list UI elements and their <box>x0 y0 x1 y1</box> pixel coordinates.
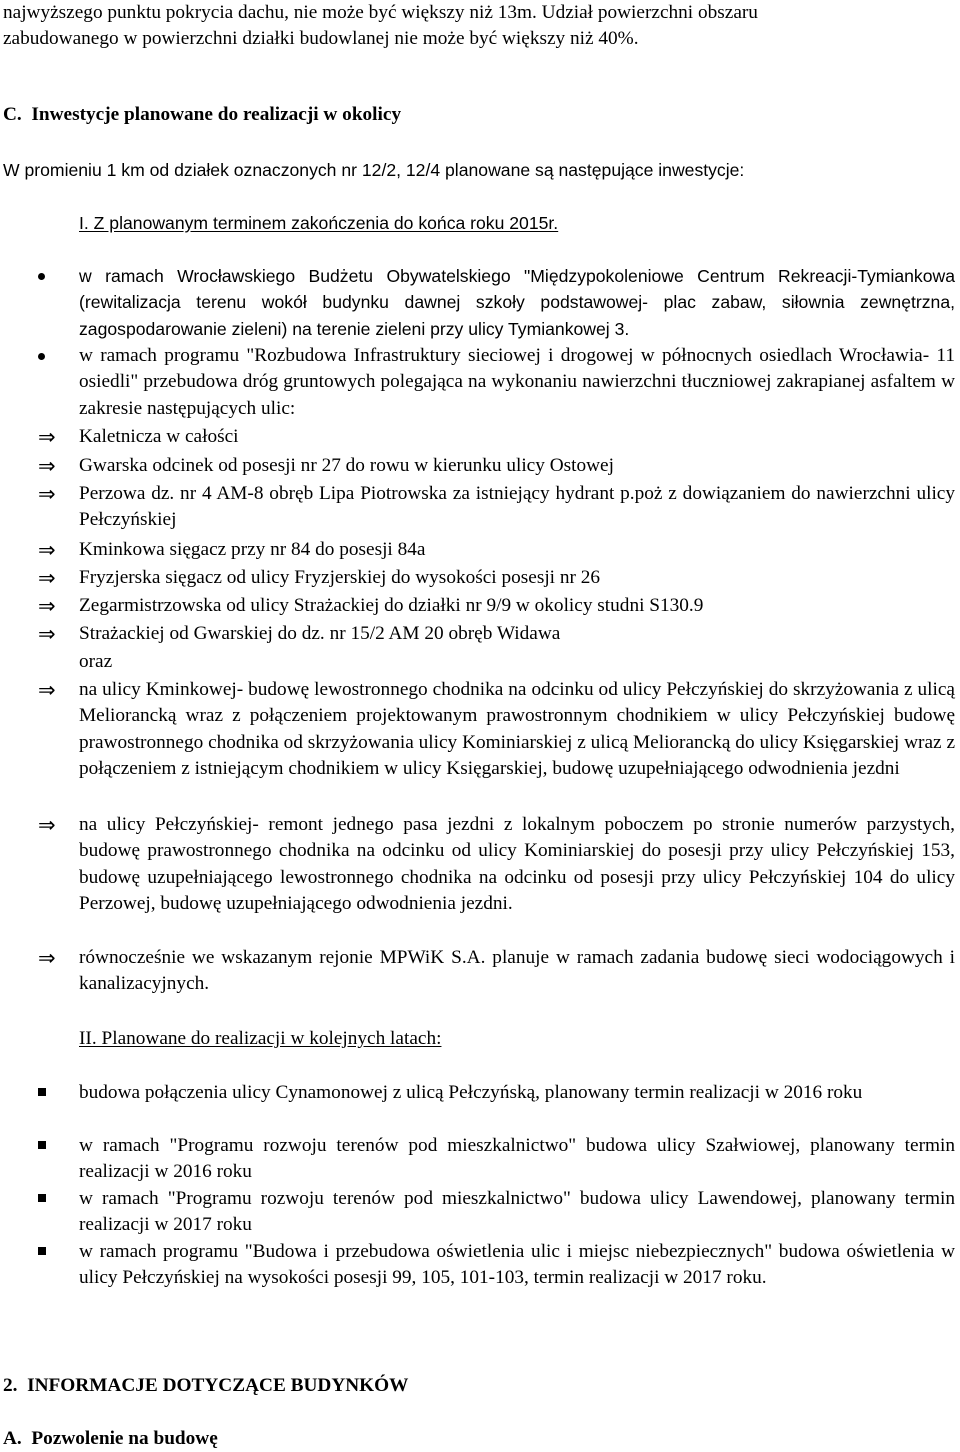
list-item-text: na ulicy Kminkowej- budowę lewostronnego chodnika na odcinku od ulicy Pełczyńskiej do skrzyżowania z ulicą Meliorancką wraz z połączeniem projektowanym prawostronnym chodnikiem w ulicy Pełczyńskiej budowę prawostronnego chodnika od skrzyżowania ulicy Kominiarskiej z ulicą Meliorancką do ulicy Księgarskiej wraz z połączeniem z istniejącym chodnikiem w ulicy Księgarskiej, budowę uzupełniającego odwodnienia jezdni <box>79 679 955 780</box>
bullet-dot-icon <box>38 273 45 280</box>
double-arrow-right-icon: ⇒ <box>38 813 56 837</box>
section-c-lead: W promieniu 1 km od działek oznaczonych nr 12/2, 12/4 planowane są następujące inwestycje: <box>3 160 745 180</box>
list-item-text: budowa połączenia ulicy Cynamonowej z ulicą Pełczyńską, planowany termin realizacji w 2016 roku <box>79 1082 863 1103</box>
list-item-text: Strażackiej od Gwarskiej do dz. nr 15/2 AM 20 obręb Widawa <box>79 623 561 644</box>
double-arrow-right-icon: ⇒ <box>38 425 56 449</box>
list-item-text: Perzowa dz. nr 4 AM-8 obręb Lipa Piotrowska za istniejący hydrant p.poż z dowiązaniem do nawierzchni ulicy Pełczyńskiej <box>79 483 955 531</box>
intro-line-2: zabudowanego w powierzchni działki budowlanej nie może być większy niż 40%. <box>3 28 639 49</box>
square-bullet-icon <box>38 1194 46 1202</box>
subsection-ii-text: II. Planowane do realizacji w kolejnych latach: <box>79 1028 442 1049</box>
section-c-heading: C. Inwestycje planowane do realizacji w okolicy <box>3 104 402 125</box>
bullet-dot-icon <box>38 353 45 360</box>
double-arrow-right-icon: ⇒ <box>38 538 56 562</box>
double-arrow-right-icon: ⇒ <box>38 566 56 590</box>
list-item-text: na ulicy Pełczyńskiej- remont jednego pasa jezdni z lokalnym poboczem po stronie numerów parzystych, budowę prawostronnego chodnika na odcinku od ulicy Kominiarskiej do posesji przy ulicy Pełczyńskiej 153, budowę uzupełniającego lewostronnego chodnika na odcinku od posesji przy ulicy Pełczyńskiej 104 do ulicy Perzowej, budowę uzupełniającego odwodnienia jezdni. <box>79 814 955 915</box>
list-item-text: w ramach "Programu rozwoju terenów pod mieszkalnictwo" budowa ulicy Szałwiowej, planowany termin realizacji w 2016 roku <box>79 1135 955 1183</box>
list-item-text: równocześnie we wskazanym rejonie MPWiK S.A. planuje w ramach zadania budowę sieci wodociągowych i kanalizacyjnych. <box>79 947 955 995</box>
square-bullet-icon <box>38 1247 46 1255</box>
list-item-text: Gwarska odcinek od posesji nr 27 do rowu w kierunku ulicy Ostowej <box>79 455 614 476</box>
section-2-heading: 2. INFORMACJE DOTYCZĄCE BUDYNKÓW <box>3 1375 409 1396</box>
double-arrow-right-icon: ⇒ <box>38 482 56 506</box>
intro-line-1: najwyższego punktu pokrycia dachu, nie może być większy niż 13m. Udział powierzchni obszaru <box>3 2 758 23</box>
subsection-ii-heading <box>79 1026 879 1052</box>
list-item-text: w ramach programu "Budowa i przebudowa oświetlenia ulic i miejsc niebezpiecznych" budowa oświetlenia w ulicy Pełczyńskiej na wysokości posesji 99, 105, 101-103, termin realizacji w 2017 roku. <box>79 1241 955 1289</box>
double-arrow-right-icon: ⇒ <box>38 454 56 478</box>
list-item-text: Fryzjerska sięgacz od ulicy Fryzjerskiej do wysokości posesji nr 26 <box>79 567 601 588</box>
double-arrow-right-icon: ⇒ <box>38 678 56 702</box>
square-bullet-icon <box>38 1088 46 1096</box>
list-item-text: Kminkowa sięgacz przy nr 84 do posesji 84a <box>79 539 426 560</box>
double-arrow-right-icon: ⇒ <box>38 594 56 618</box>
list-item-text: w ramach programu "Rozbudowa Infrastruktury sieciowej i drogowej w północnych osiedlach Wrocławia- 11 osiedli" przebudowa dróg gruntowych polegająca na wykonaniu nawierzchni tłuczniowej zakrapianej asfaltem w zakresie następujących ulic: <box>79 345 955 419</box>
list-item-text: Kaletnicza w całości <box>79 426 239 447</box>
list-item-text: Zegarmistrzowska od ulicy Strażackiej do działki nr 9/9 w okolicy studni S130.9 <box>79 595 704 616</box>
double-arrow-right-icon: ⇒ <box>38 622 56 646</box>
double-arrow-right-icon: ⇒ <box>38 946 56 970</box>
list-item-text: w ramach Wrocławskiego Budżetu Obywatelskiego "Międzypokoleniowe Centrum Rekreacji-Tymiankowa (rewitalizacja terenu wokół budynku dawnej szkoły podstawowej- plac zabaw, siłownia zewnętrzna, zagospodarowanie zieleni) na terenie zieleni przy ulicy Tymiankowej 3. <box>79 266 955 339</box>
square-bullet-icon <box>38 1141 46 1149</box>
oraz-label: oraz <box>79 651 113 672</box>
subsection-a-heading: A. Pozwolenie na budowę <box>3 1428 218 1449</box>
subsection-i-heading <box>79 210 879 236</box>
list-item-text: w ramach "Programu rozwoju terenów pod mieszkalnictwo" budowa ulicy Lawendowej, planowany termin realizacji w 2017 roku <box>79 1188 955 1236</box>
subsection-i-text: I. Z planowanym terminem zakończenia do końca roku 2015r. <box>79 213 559 233</box>
